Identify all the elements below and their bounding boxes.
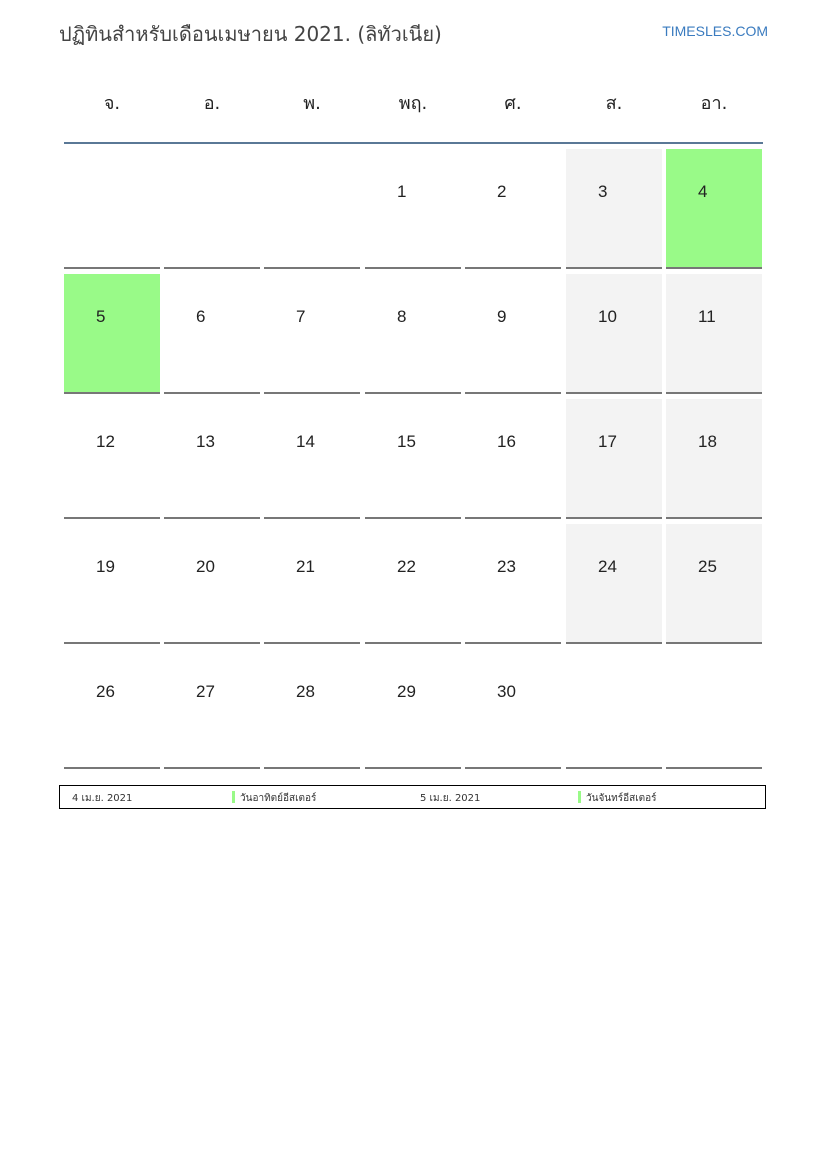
legend-holiday-2: วันจันทร์อีสเตอร์ <box>586 793 657 804</box>
day-number: 3 <box>598 182 608 201</box>
day-cell[interactable] <box>566 399 662 519</box>
day-number: 16 <box>497 432 516 451</box>
day-cell[interactable] <box>465 399 561 519</box>
day-cell[interactable] <box>164 649 260 769</box>
day-number: 4 <box>698 182 708 201</box>
day-number: 20 <box>196 557 215 576</box>
day-number: 8 <box>397 307 407 326</box>
day-number: 9 <box>497 307 507 326</box>
day-number: 24 <box>598 557 617 576</box>
day-cell[interactable] <box>264 649 360 769</box>
day-cell[interactable] <box>164 274 260 394</box>
day-number: 19 <box>96 557 115 576</box>
weekday-tue: อ. <box>203 93 221 114</box>
day-cell[interactable] <box>666 399 762 519</box>
day-cell[interactable] <box>64 399 160 519</box>
weekday-sun: อา. <box>700 93 728 114</box>
day-cell[interactable] <box>264 274 360 394</box>
day-number: 28 <box>296 682 315 701</box>
empty-day-cell <box>264 149 360 269</box>
legend-date-2: 5 เม.ย. 2021 <box>420 793 481 804</box>
day-cell[interactable] <box>365 274 461 394</box>
day-cell[interactable] <box>365 149 461 269</box>
day-number: 12 <box>96 432 115 451</box>
day-number: 1 <box>397 182 407 201</box>
day-cell[interactable] <box>365 649 461 769</box>
day-cell[interactable] <box>465 274 561 394</box>
day-cell[interactable] <box>264 399 360 519</box>
weekday-fri: ศ. <box>504 93 522 114</box>
day-number: 6 <box>196 307 206 326</box>
day-number: 7 <box>296 307 306 326</box>
weekday-header <box>64 88 764 142</box>
day-number: 18 <box>698 432 717 451</box>
day-cell[interactable] <box>666 274 762 394</box>
header-divider <box>64 142 763 144</box>
day-number: 2 <box>497 182 507 201</box>
weekday-mon: จ. <box>103 93 121 114</box>
day-cell[interactable] <box>465 649 561 769</box>
day-cell[interactable] <box>566 274 662 394</box>
day-number: 30 <box>497 682 516 701</box>
day-number: 27 <box>196 682 215 701</box>
day-number: 29 <box>397 682 416 701</box>
empty-day-cell <box>666 649 762 769</box>
day-cell[interactable] <box>64 649 160 769</box>
day-number: 17 <box>598 432 617 451</box>
empty-day-cell <box>164 149 260 269</box>
day-number: 22 <box>397 557 416 576</box>
day-cell[interactable] <box>666 524 762 644</box>
day-cell[interactable] <box>64 524 160 644</box>
day-cell[interactable] <box>264 524 360 644</box>
day-cell[interactable] <box>465 149 561 269</box>
day-number: 14 <box>296 432 315 451</box>
weekday-thu: พฤ. <box>398 93 428 114</box>
day-cell[interactable] <box>164 524 260 644</box>
day-cell[interactable] <box>64 274 160 394</box>
site-link[interactable]: TIMESLES.COM <box>662 23 768 39</box>
day-cell[interactable] <box>164 399 260 519</box>
day-cell[interactable] <box>365 399 461 519</box>
empty-day-cell <box>566 649 662 769</box>
day-number: 15 <box>397 432 416 451</box>
day-cell[interactable] <box>566 149 662 269</box>
day-number: 21 <box>296 557 315 576</box>
legend-marker-1 <box>232 791 235 803</box>
day-number: 25 <box>698 557 717 576</box>
day-number: 26 <box>96 682 115 701</box>
day-number: 13 <box>196 432 215 451</box>
day-number: 5 <box>96 307 106 326</box>
holiday-legend <box>59 785 766 809</box>
day-cell[interactable] <box>666 149 762 269</box>
weekday-wed: พ. <box>303 93 321 114</box>
day-cell[interactable] <box>365 524 461 644</box>
legend-holiday-1: วันอาทิตย์อีสเตอร์ <box>240 793 317 804</box>
legend-date-1: 4 เม.ย. 2021 <box>72 793 133 804</box>
day-number: 10 <box>598 307 617 326</box>
day-cell[interactable] <box>566 524 662 644</box>
day-number: 11 <box>698 307 716 326</box>
day-cell[interactable] <box>465 524 561 644</box>
weekday-sat: ส. <box>605 93 623 114</box>
legend-marker-2 <box>578 791 581 803</box>
empty-day-cell <box>64 149 160 269</box>
page-title: ปฏิทินสำหรับเดือนเมษายน 2021. (ลิทัวเนีย) <box>59 22 442 46</box>
day-number: 23 <box>497 557 516 576</box>
